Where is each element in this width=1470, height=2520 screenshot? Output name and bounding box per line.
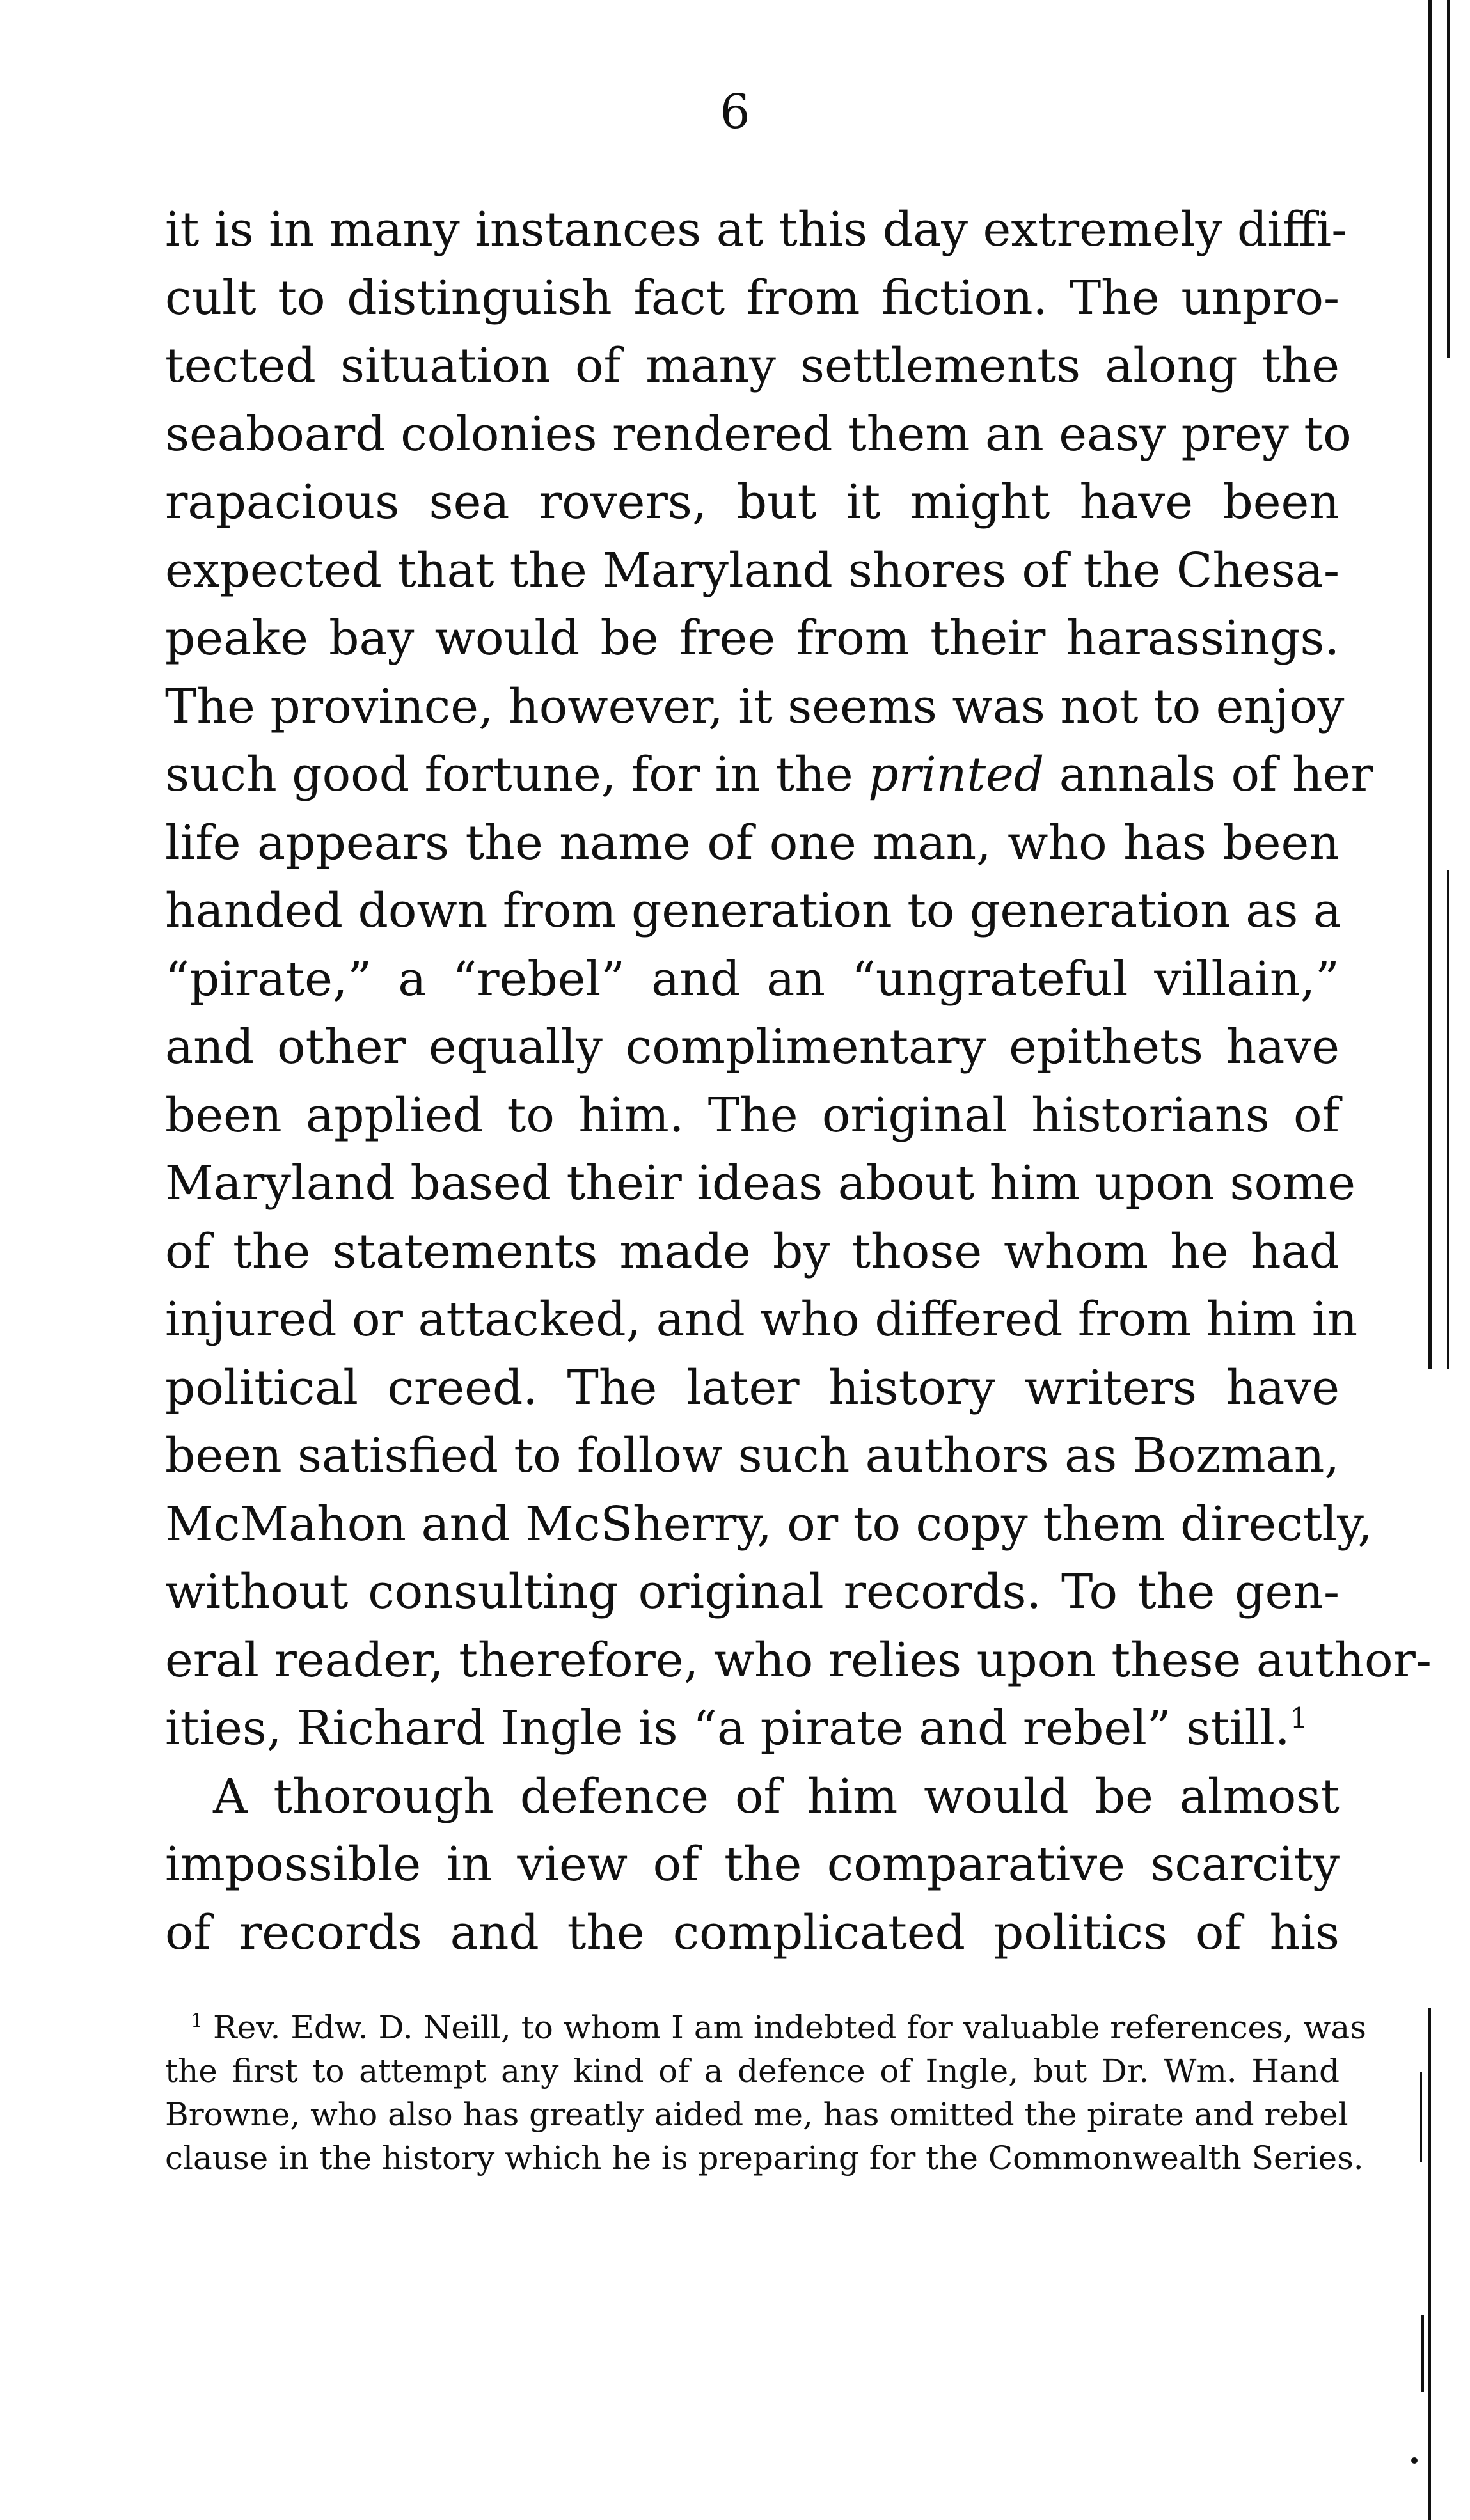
text-line: of the statements made by those whom he had: [165, 1224, 1340, 1279]
text-line: life appears the name of one man, who has been: [165, 815, 1340, 870]
page-edge-rule: [1421, 2315, 1424, 2392]
text-line: [165, 741, 1373, 809]
text-line: cult to distinguish fact from fiction. The unpro-: [165, 270, 1340, 326]
text-line-part: ities, Richard Ingle is “a pirate and rebel” still.: [165, 1701, 1290, 1756]
text-line: McMahon and McSherry, or to copy them directly,: [165, 1496, 1373, 1552]
footnote: [165, 2006, 1366, 2180]
text-line: “pirate,” a “rebel” and an “ungrateful villain,”: [165, 951, 1340, 1007]
text-line: it is in many instances at this day extremely diffi-: [165, 202, 1348, 257]
footnote-line: [165, 2006, 1366, 2049]
text-line: political creed. The later history writers have: [165, 1360, 1340, 1415]
footnote-line: Browne, who also has greatly aided me, has omitted the pirate and rebel: [165, 2096, 1348, 2133]
text-line: impossible in view of the comparative scarcity: [165, 1837, 1340, 1892]
page-edge-rule: [1428, 0, 1432, 1369]
text-line: The province, however, it seems was not to enjoy: [165, 679, 1345, 734]
text-line-part: annals of her: [1059, 747, 1373, 802]
text-line: A thorough defence of him would be almost: [213, 1768, 1340, 1824]
text-line: injured or attacked, and who differed from him in: [165, 1292, 1358, 1347]
page-number: 6: [720, 84, 750, 139]
footnote-text: Rev. Edw. D. Neill, to whom I am indebted for valuable references, was: [213, 2009, 1366, 2046]
text-line: eral reader, therefore, who relies upon these author-: [165, 1632, 1432, 1688]
text-line: of records and the complicated politics of his: [165, 1905, 1340, 1960]
text-line: rapacious sea rovers, but it might have been: [165, 475, 1340, 530]
text-line: without consulting original records. To the gen-: [165, 1564, 1340, 1619]
page-edge-rule: [1420, 2072, 1422, 2162]
text-line: and other equally complimentary epithets have: [165, 1020, 1340, 1075]
footnote-line: the first to attempt any kind of a defence of Ingle, but Dr. Wm. Hand: [165, 2052, 1340, 2090]
footnote-line: clause in the history which he is preparing for the Commonwealth Series.: [165, 2139, 1364, 2177]
text-line: expected that the Maryland shores of the Chesa-: [165, 542, 1340, 598]
text-line: been applied to him. The original historians of: [165, 1087, 1340, 1143]
text-line-part: such good fortune, for in the: [165, 747, 853, 802]
text-line: seaboard colonies rendered them an easy prey to: [165, 406, 1352, 462]
italic-word: printed: [868, 747, 1045, 802]
text-line: tected situation of many settlements along the: [165, 338, 1340, 393]
page-edge-rule: [1428, 2008, 1431, 2520]
text-line: peake bay would be free from their harassings.: [165, 611, 1340, 666]
body-text: [165, 196, 1432, 1967]
footnote-ref: 1: [1290, 1702, 1308, 1735]
text-line: handed down from generation to generation as a: [165, 883, 1341, 938]
page-edge-rule: [1447, 0, 1450, 358]
footnote-marker: 1: [191, 2010, 203, 2033]
text-line: Maryland based their ideas about him upon some: [165, 1156, 1355, 1211]
page-edge-rule: [1447, 870, 1449, 1369]
text-line: been satisfied to follow such authors as Bozman,: [165, 1428, 1340, 1483]
page-edge-dot: [1411, 2457, 1418, 2464]
text-line: [165, 1694, 1340, 1763]
